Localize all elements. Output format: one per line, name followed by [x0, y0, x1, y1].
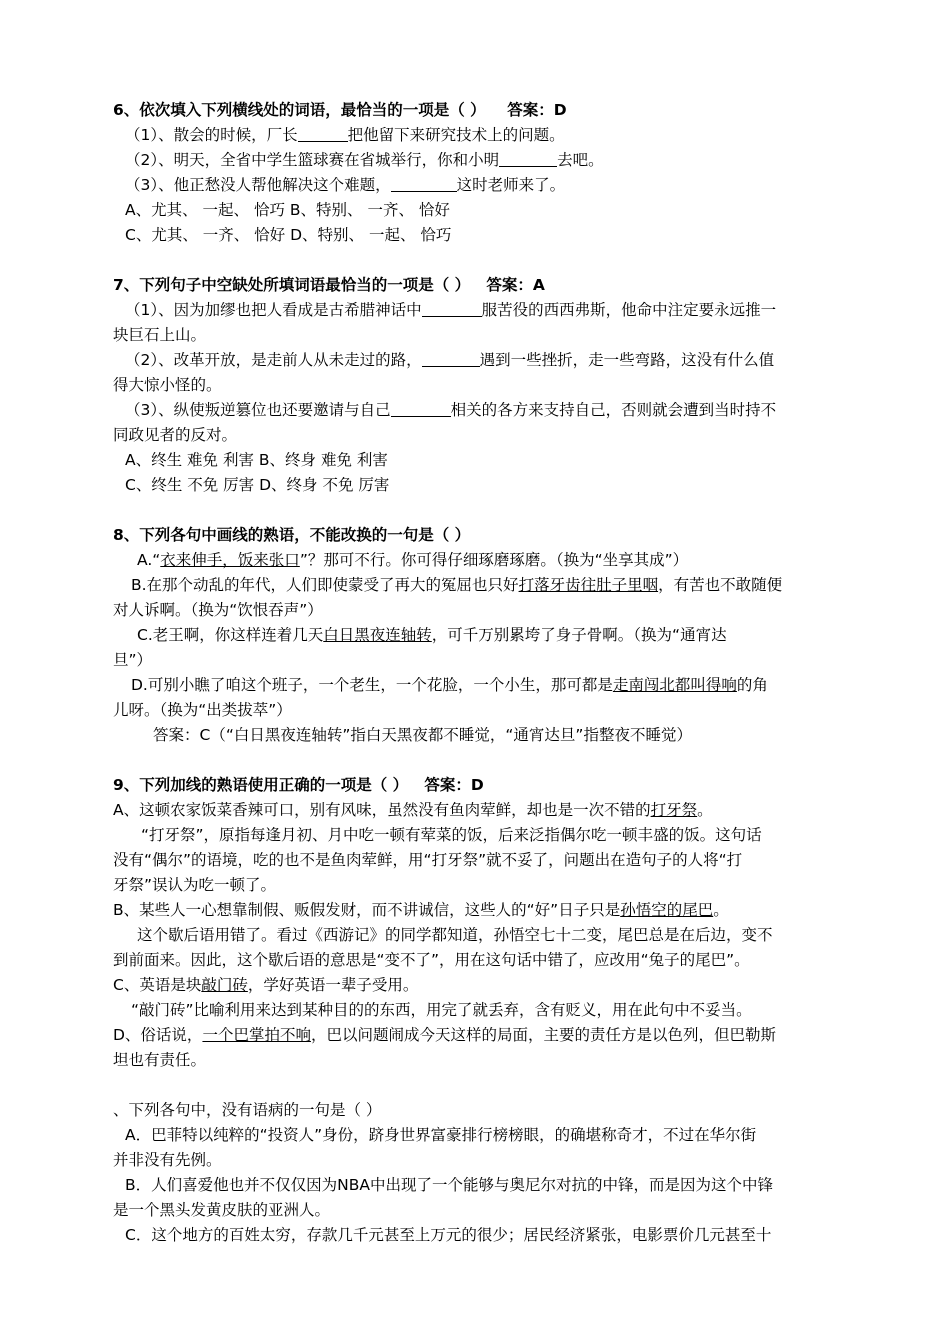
- q9-a-idiom: 打牙祭: [650, 801, 698, 819]
- q10-option-b: B．人们喜爱他也并不仅仅因为NBA中出现了一个能够与奥尼尔对抗的中锋，而是因为这个中锋: [125, 1176, 773, 1194]
- q7-sentence-3-cont: 同政见者的反对。: [113, 426, 238, 444]
- q6-sentence-1: [113, 123, 843, 148]
- fill-blank: [391, 175, 457, 192]
- q9-b-idiom: 孙悟空的尾巴: [620, 901, 714, 919]
- q8-a-idiom: 衣来伸手，饭来张口: [160, 551, 300, 569]
- q9-c-text-end: ，学好英语一辈子受用。: [247, 976, 419, 994]
- q9-stem: 9、下列加线的熟语使用正确的一项是（ ）: [113, 776, 409, 794]
- q7-stem-line: [113, 273, 843, 298]
- q8-option-b-cont: 对人诉啊。（换为“饮恨吞声”）: [113, 601, 323, 619]
- q8-option-b: [113, 573, 843, 598]
- q7-options-ab: A、终生 难免 利害 B、终身 难免 利害: [125, 451, 388, 469]
- q9-option-d: [113, 1023, 843, 1048]
- q8-b-idiom: 打落牙齿往肚子里咽: [518, 576, 659, 594]
- q9-b-explanation-2: 到前面来。因此，这个歇后语的意思是“变不了”，用在这句话中错了，应改用“兔子的尾巴”。: [113, 951, 750, 969]
- q8-a-text-end: ”？那可不行。你可得仔细琢磨琢磨。（换为“坐享其成”）: [299, 551, 689, 569]
- q7-sentence-2: [113, 348, 843, 373]
- q8-d-text-end: 的角: [736, 676, 768, 694]
- q7-options-cd: C、终生 不免 厉害 D、终身 不免 厉害: [125, 476, 390, 494]
- q8-c-text: C.老王啊，你这样连着几天: [137, 626, 324, 644]
- q6-s2-text: （2）、明天，全省中学生篮球赛在省城举行，你和小明: [125, 151, 500, 169]
- q6-stem-line: [113, 98, 843, 123]
- q7-s1-text: （1）、因为加缪也把人看成是古希腊神话中: [125, 301, 422, 319]
- q7-sentence-1: [113, 298, 843, 323]
- fill-blank: [298, 125, 348, 142]
- q9-answer: 答案：D: [424, 776, 484, 794]
- q9-d-text: D、俗话说，: [113, 1026, 203, 1044]
- q7-sentence-3: [113, 398, 843, 423]
- q9-a-explanation-1: “打牙祭”，原指每逢月初、月中吃一顿有荤菜的饭，后来泛指偶尔吃一顿丰盛的饭。这句话: [141, 826, 762, 844]
- q7-s3-text-end: 相关的各方来支持自己，否则就会遭到当时持不: [450, 401, 777, 419]
- q6-answer: 答案：D: [507, 101, 567, 119]
- q9-option-a: [113, 798, 843, 823]
- fill-blank: [499, 150, 557, 167]
- q7-s2-text-end: 遇到一些挫折，走一些弯路，这没有什么值: [479, 351, 775, 369]
- q6-sentence-2: [113, 148, 843, 173]
- q8-b-text-end: ，有苦也不敢随便: [658, 576, 783, 594]
- q9-b-text-end: 。: [713, 901, 729, 919]
- q7-s2-text: （2）、改革开放，是走前人从未走过的路，: [125, 351, 422, 369]
- fill-blank: [391, 400, 451, 417]
- q6-s1-text: （1）、散会的时候，厂长: [125, 126, 298, 144]
- q8-option-a: [113, 548, 843, 573]
- q10-option-b-cont: 是一个黑头发黄皮肤的亚洲人。: [113, 1201, 331, 1219]
- q7-answer: 答案：A: [486, 276, 545, 294]
- q8-c-text-end: ，可千万别累垮了身子骨啊。（换为“通宵达: [431, 626, 727, 644]
- q6-stem: 6、依次填入下列横线处的词语，最恰当的一项是（ ）: [113, 101, 486, 119]
- q9-a-explanation-3: 牙祭”误认为吃一顿了。: [113, 876, 277, 894]
- q8-d-text: D.可别小瞧了咱这个班子，一个老生，一个花脸，一个小生，那可都是: [131, 676, 613, 694]
- q8-answer: 答案：C（“白日黑夜连轴转”指白天黑夜都不睡觉，“通宵达旦”指整夜不睡觉）: [153, 726, 692, 744]
- q9-a-text-end: 。: [697, 801, 713, 819]
- q8-b-text: B.在那个动乱的年代，人们即使蒙受了再大的冤屈也只好: [131, 576, 519, 594]
- q6-options-cd: C、尤其、 一齐、 恰好 D、特别、 一起、 恰巧: [125, 226, 452, 244]
- q10-option-a: A．巴菲特以纯粹的“投资人”身份，跻身世界富豪排行榜榜眼，的确堪称奇才，不过在华尔街: [125, 1126, 757, 1144]
- q6-sentence-3: [113, 173, 843, 198]
- q8-c-idiom: 白日黑夜连轴转: [323, 626, 432, 644]
- q8-stem: 8、下列各句中画线的熟语，不能改换的一句是（ ）: [113, 526, 471, 544]
- q10-stem: 、下列各句中，没有语病的一句是（ ）: [113, 1101, 382, 1119]
- q9-option-b: [113, 898, 843, 923]
- q7-sentence-2-cont: 得大惊小怪的。: [113, 376, 222, 394]
- q8-d-idiom: 走南闯北都叫得响: [612, 676, 737, 694]
- q9-a-text: A、这顿农家饭菜香辣可口，别有风味，虽然没有鱼肉荤鲜，却也是一次不错的: [113, 801, 651, 819]
- q6-s3-text-end: 这时老师来了。: [456, 176, 566, 194]
- fill-blank: [422, 350, 480, 367]
- q7-sentence-1-cont: 块巨石上山。: [113, 326, 207, 344]
- q8-option-d-cont: 儿呀。（换为“出类拔萃”）: [113, 701, 292, 719]
- q9-a-explanation-2: 没有“偶尔”的语境，吃的也不是鱼肉荤鲜，用“打牙祭”就不妥了，问题出在造句子的人将“打: [113, 851, 743, 869]
- q9-c-idiom: 敲门砖: [201, 976, 248, 994]
- q6-s3-text: （3）、他正愁没人帮他解决这个难题，: [125, 176, 391, 194]
- q7-stem: 7、下列句子中空缺处所填词语最恰当的一项是（ ）: [113, 276, 471, 294]
- q9-stem-line: [113, 773, 843, 798]
- q9-c-explanation: “敲门砖”比喻利用来达到某种目的的东西，用完了就丢弃，含有贬义，用在此句中不妥当。: [131, 1001, 752, 1019]
- q9-d-idiom: 一个巴掌拍不响: [202, 1026, 311, 1044]
- q9-b-explanation-1: 这个歇后语用错了。看过《西游记》的同学都知道，孙悟空七十二变，尾巴总是在后边，变不: [137, 926, 773, 944]
- q8-option-d: [113, 673, 843, 698]
- q10-option-c: C．这个地方的百姓太穷，存款几千元甚至上万元的很少；居民经济紧张，电影票价几元甚至十: [125, 1226, 772, 1244]
- q8-option-c: [113, 623, 843, 648]
- q9-option-d-cont: 坦也有责任。: [113, 1051, 207, 1069]
- q7-s1-text-end: 服苦役的西西弗斯，他命中注定要永远推一: [481, 301, 777, 319]
- q9-option-c: [113, 973, 843, 998]
- fill-blank: [422, 300, 482, 317]
- q9-b-text: B、某些人一心想靠制假、贩假发财，而不讲诚信，这些人的“好”日子只是: [113, 901, 621, 919]
- document-page: [113, 98, 843, 1248]
- q9-c-text: C、英语是块: [113, 976, 202, 994]
- q8-a-text: A.“: [137, 551, 161, 569]
- q10-option-a-cont: 并非没有先例。: [113, 1151, 222, 1169]
- q9-d-text-end: ，巴以问题闹成今天这样的局面，主要的责任方是以色列，但巴勒斯: [310, 1026, 776, 1044]
- q6-options-ab: A、尤其、 一起、 恰巧 B、特别、 一齐、 恰好: [125, 201, 450, 219]
- q6-s2-text-end: 去吧。: [557, 151, 604, 169]
- q8-option-c-cont: 旦”）: [113, 651, 153, 669]
- q7-s3-text: （3）、纵使叛逆篡位也还要邀请与自己: [125, 401, 391, 419]
- q6-s1-text-end: 把他留下来研究技术上的问题。: [347, 126, 565, 144]
